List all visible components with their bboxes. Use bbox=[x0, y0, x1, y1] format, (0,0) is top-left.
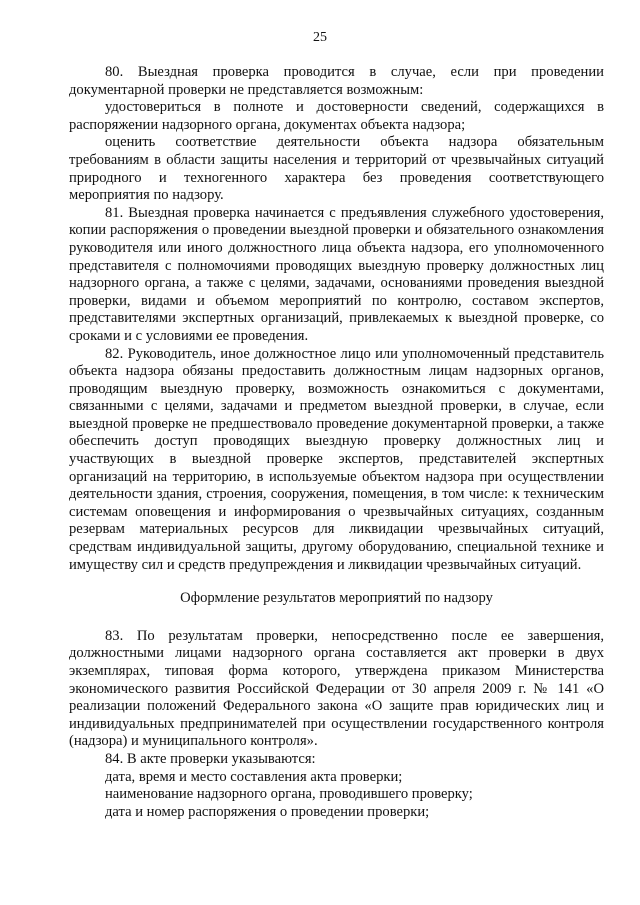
paragraph-83: 83. По результатам проверки, непосредственно после ее завершения, должностными лицами надзорного органа составляется акт проверки в двух экземплярах, типовая форма которого, утверждена приказом Министерства экономического развития Российской Федерации от 30 апреля 2009 г. № 141 «О реализации положений Федерального закона «О защите прав юридических лиц и индивидуальных предпринимателей при осуществлении государственного контроля (надзора) и муниципального контроля». bbox=[69, 627, 604, 750]
paragraph-80: 80. Выездная проверка проводится в случае, если при проведении документарной проверки не представляется возможным: bbox=[69, 64, 604, 98]
paragraph-82: 82. Руководитель, иное должностное лицо или уполномоченный представитель объекта надзора обязаны предоставить должностным лицам надзорных органов, проводящим выездную проверку, возможность ознакомиться с документами, связанными с целями, задачами и предметом выездной проверки, в случае, если выездной проверке не предшествовало проведение документарной проверки, а также обеспечить доступ проводящих выездную проверку должностных лиц и участвующих в выездной проверке экспертов, представителей экспертных организаций на территорию, в используемые объектом надзора при осуществлении деятельности здания, строения, сооружения, помещения, в том числе: к техническим системам оповещения и информирования о чрезвычайных ситуациях, созданным резервам материальных ресурсов для ликвидации чрезвычайных ситуаций, средствам индивидуальной защиты, другому оборудованию, специальной технике и имуществу сил и средств предупреждения и ликвидации чрезвычайных ситуаций. bbox=[69, 345, 604, 573]
list-item: наименование надзорного органа, проводившего проверку; bbox=[105, 786, 473, 803]
paragraph-84: 84. В акте проверки указываются: bbox=[105, 750, 316, 767]
section-heading: Оформление результатов мероприятий по надзору bbox=[180, 590, 493, 607]
paragraph-80-item-2: оценить соответствие деятельности объекта надзора обязательным требованиям в области защиты населения и территорий от чрезвычайных ситуаций природного и техногенного характера без проведения соответствующего мероприятия по надзору. bbox=[69, 134, 604, 204]
paragraph-81: 81. Выездная проверка начинается с предъявления служебного удостоверения, копии распоряжения о проведении выездной проверки и обязательного ознакомления руководителя или иного должностного лица объекта надзора, его уполномоченного представителя с полномочиями проводящих выездную проверку должностных лиц надзорного органа, а также с целями, задачами, основаниями проведения выездной проверки, видами и объемом мероприятий по контролю, составом экспертов, представителями экспертных организаций, привлекаемых к выездной проверке, со сроками и с условиями ее проведения. bbox=[69, 204, 604, 344]
page-number: 25 bbox=[313, 30, 327, 45]
paragraph-80-item-1: удостовериться в полноте и достоверности сведений, содержащихся в распоряжении надзорного органа, документах объекта надзора; bbox=[69, 99, 604, 133]
document-body bbox=[69, 64, 604, 821]
list-item: дата, время и место составления акта проверки; bbox=[105, 768, 403, 785]
list-item: дата и номер распоряжения о проведении проверки; bbox=[105, 803, 430, 820]
